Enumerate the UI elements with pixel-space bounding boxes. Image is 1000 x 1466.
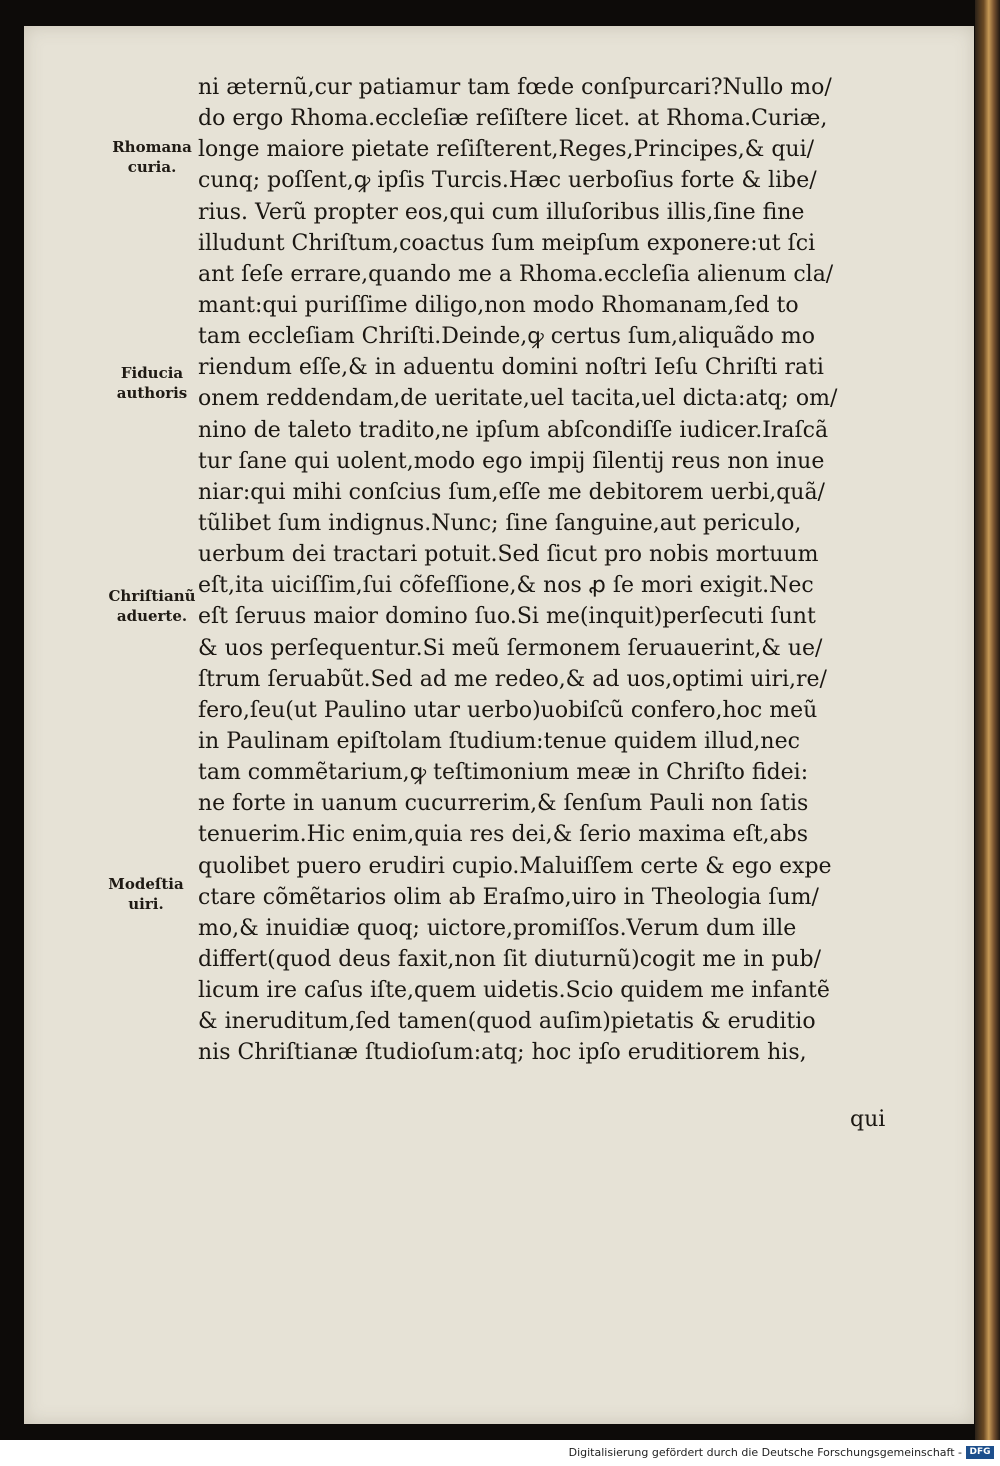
text-line: ne forte in uanum cucurrerim,& ſenſum Pauli non ſatis bbox=[198, 791, 809, 817]
text-line: tam eccleſiam Chriſti.Deinde,ꝙ certus ſum,aliquãdo mo bbox=[198, 324, 816, 350]
book-edge bbox=[975, 0, 1000, 1440]
footer-bar bbox=[0, 1440, 1000, 1466]
marginal-line: Modeſtia bbox=[108, 875, 184, 893]
text-line: rius. Verũ propter eos,qui cum illuſoribus illis,ſine fine bbox=[198, 199, 805, 225]
marginal-note-christianum-aduerte bbox=[92, 586, 212, 626]
marginal-line: Chriſtianũ bbox=[108, 587, 196, 605]
text-line: fero,ſeu(ut Paulino utar uerbo)uobiſcũ confero,hoc meũ bbox=[198, 697, 818, 723]
text-line: tam commẽtarium,ꝙ teſtimonium meæ in Chriſto fidei: bbox=[198, 760, 809, 786]
text-line: eſt ſeruus maior domino ſuo.Si me(inquit)perſecuti ſunt bbox=[198, 604, 816, 630]
marginal-note-fiducia-authoris bbox=[92, 363, 212, 403]
catchword: qui bbox=[850, 1107, 886, 1132]
marginal-line: curia. bbox=[127, 158, 177, 176]
text-line: do ergo Rhoma.eccleſiæ reſiſtere licet. at Rhoma.Curiæ, bbox=[198, 106, 828, 132]
text-line: onem reddendam,de ueritate,uel tacita,uel dicta:atq; om/ bbox=[198, 386, 838, 412]
marginal-line: uiri. bbox=[128, 895, 164, 913]
text-line: tenuerim.Hic enim,quia res dei,& ſerio maxima eſt,abs bbox=[198, 822, 808, 848]
text-line: licum ire caſus iſte,quem uidetis.Scio quidem me infantẽ bbox=[198, 978, 830, 1004]
text-line: cunq; poſſent,ꝙ ipſis Turcis.Hæc uerboſius forte & libe/ bbox=[198, 168, 817, 194]
text-line: ctare cõmẽtarios olim ab Eraſmo,uiro in Theologia ſum/ bbox=[198, 884, 819, 910]
funding-notice: Digitalisierung gefördert durch die Deutsche Forschungsgemeinschaft - bbox=[568, 1446, 962, 1459]
text-line: nino de taleto tradito,ne ipſum abſcondiſſe iudicer.Iraſcã bbox=[198, 417, 829, 443]
text-line: nis Chriſtianæ ſtudioſum:atq; hoc ipſo eruditiorem his, bbox=[198, 1040, 807, 1066]
text-line: ant ſeſe errare,quando me a Rhoma.eccleſia alienum cla/ bbox=[198, 261, 834, 287]
text-line: ni æternũ,cur patiamur tam fœde conſpurcari?Nullo mo/ bbox=[198, 75, 832, 100]
marginal-line: aduerte. bbox=[116, 607, 188, 625]
dfg-logo-icon: DFG bbox=[966, 1446, 994, 1459]
marginal-line: Fiducia bbox=[120, 364, 184, 382]
body-text bbox=[198, 72, 914, 1069]
text-line: in Paulinam epiſtolam ſtudium:tenue quidem illud,nec bbox=[198, 728, 800, 754]
text-line: & ineruditum,ſed tamen(quod auſim)pietatis & eruditio bbox=[198, 1009, 816, 1035]
marginal-note-rhomana-curia bbox=[92, 137, 212, 177]
text-line: quolibet puero erudiri cupio.Maluiſſem certe & ego expe bbox=[198, 853, 832, 879]
marginal-line: Rhomana bbox=[112, 138, 192, 156]
text-line: differt(quod deus faxit,non ſit diuturnũ)cogit me in pub/ bbox=[198, 946, 822, 972]
text-line: tur ſane qui uolent,modo ego impij ſilentij reus non inue bbox=[198, 448, 825, 474]
text-line: & uos perſequentur.Si meũ ſermonem ſeruauerint,& ue/ bbox=[198, 635, 823, 661]
text-line: mo,& inuidiæ quoq; uictore,promiſſos.Verum dum ille bbox=[198, 915, 797, 941]
text-line: tũlibet ſum indignus.Nunc; ſine ſanguine,aut periculo, bbox=[198, 510, 802, 536]
text-line: riendum eſſe,& in aduentu domini noſtri Ieſu Chriſti rati bbox=[198, 355, 824, 381]
marginal-note-modestia-uiri bbox=[86, 874, 206, 914]
text-line: longe maiore pietate reſiſterent,Reges,Principes,& qui/ bbox=[198, 137, 815, 163]
text-line: illudunt Chriſtum,coactus ſum meipſum exponere:ut ſci bbox=[198, 230, 816, 256]
text-line: eſt,ita uiciſſim,ſui cõfeſſione,& nos ꝓ ſe mori exigit.Nec bbox=[198, 573, 814, 599]
text-line: mant:qui puriſſime diligo,non modo Rhomanam,ſed to bbox=[198, 292, 799, 318]
text-line: niar:qui mihi conſcius ſum,eſſe me debitorem uerbi,quã/ bbox=[198, 479, 825, 505]
text-line: ſtrum ſeruabũt.Sed ad me redeo,& ad uos,optimi uiri,re/ bbox=[198, 666, 827, 692]
marginal-line: authoris bbox=[116, 384, 188, 402]
text-line: uerbum dei tractari potuit.Sed ſicut pro nobis mortuum bbox=[198, 542, 819, 568]
